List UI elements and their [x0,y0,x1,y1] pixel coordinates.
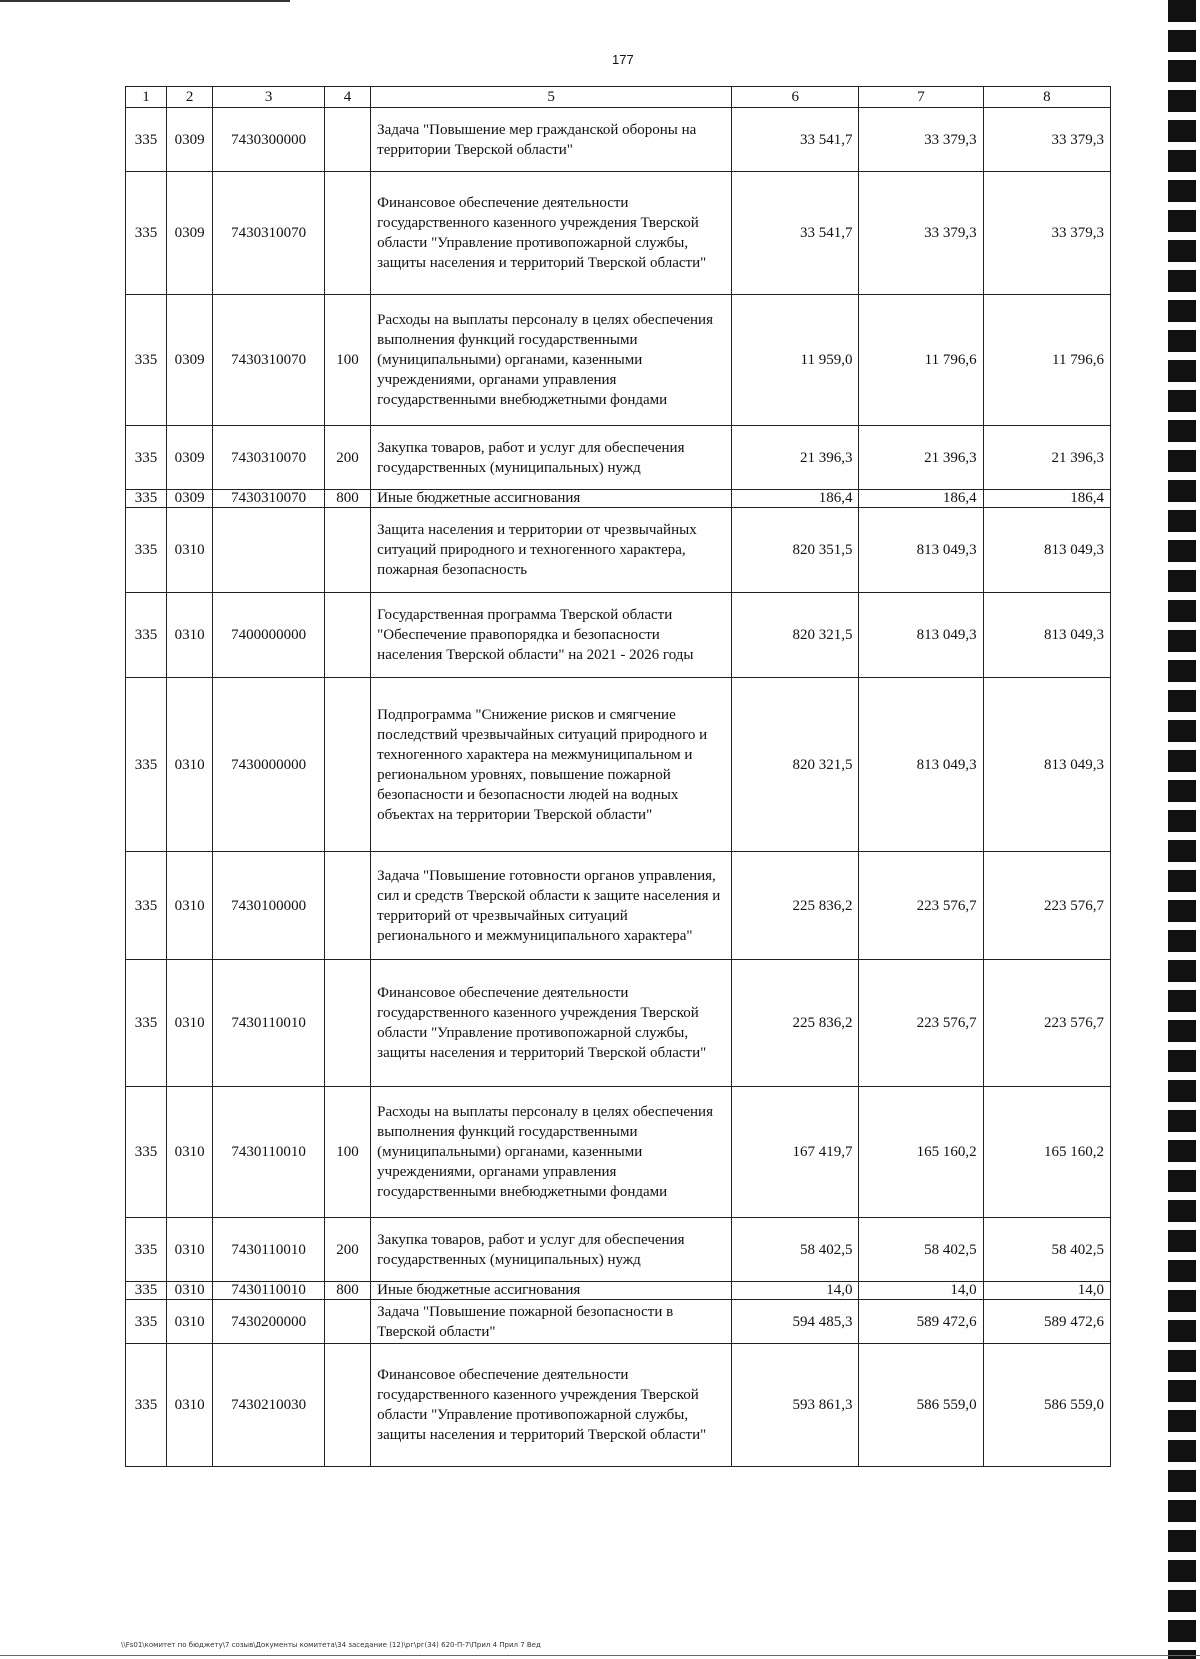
cell-expense-type [324,1344,370,1467]
cell-amount-year3: 586 559,0 [983,1344,1110,1467]
cell-amount-year1: 594 485,3 [732,1300,859,1344]
cell-description: Защита населения и территории от чрезвычайных ситуаций природного и техногенного характера, пожарная безопасность [371,508,732,593]
cell-section-code: 0310 [167,1282,213,1300]
cell-amount-year3: 14,0 [983,1282,1110,1300]
cell-description: Расходы на выплаты персоналу в целях обеспечения выполнения функций государственными (муниципальными) органами, казенными учреждениями, органами управления государственными внебюджетными фондами [371,295,732,426]
cell-section-code: 0310 [167,1300,213,1344]
table-row [126,1218,1111,1282]
cell-section-code: 0309 [167,108,213,172]
cell-expense-type: 200 [324,1218,370,1282]
cell-expense-type [324,960,370,1087]
cell-section-code: 0309 [167,426,213,490]
table-header-row [126,87,1111,108]
cell-amount-year2: 33 379,3 [859,172,983,295]
cell-target-code: 7430110010 [213,1087,325,1218]
cell-section-code: 0309 [167,490,213,508]
cell-section-code: 0310 [167,1218,213,1282]
cell-expense-type [324,852,370,960]
table-row [126,1282,1111,1300]
table-row [126,678,1111,852]
cell-description: Закупка товаров, работ и услуг для обеспечения государственных (муниципальных) нужд [371,426,732,490]
cell-admin-code: 335 [126,960,167,1087]
cell-admin-code: 335 [126,490,167,508]
cell-amount-year2: 586 559,0 [859,1344,983,1467]
cell-expense-type [324,1300,370,1344]
cell-description: Финансовое обеспечение деятельности государственного казенного учреждения Тверской области "Управление противопожарной службы, защиты населения и территорий Тверской области" [371,1344,732,1467]
cell-amount-year2: 813 049,3 [859,678,983,852]
cell-admin-code: 335 [126,678,167,852]
cell-target-code: 7430310070 [213,295,325,426]
cell-amount-year2: 589 472,6 [859,1300,983,1344]
cell-amount-year1: 820 321,5 [732,678,859,852]
cell-admin-code: 335 [126,295,167,426]
cell-amount-year2: 58 402,5 [859,1218,983,1282]
cell-section-code: 0310 [167,508,213,593]
cell-amount-year3: 186,4 [983,490,1110,508]
cell-admin-code: 335 [126,508,167,593]
header-cell: 8 [983,87,1110,108]
table-row [126,852,1111,960]
cell-expense-type [324,108,370,172]
document-file-path: \\Fs01\комитет по бюджету\7 созыв\Документы комитета\34 заседание (12)\рг\рг(34) 620-П-7\Прил 4 Прил 7 Вед [121,1641,541,1649]
cell-amount-year1: 167 419,7 [732,1087,859,1218]
cell-amount-year3: 33 379,3 [983,172,1110,295]
header-cell: 6 [732,87,859,108]
cell-admin-code: 335 [126,1218,167,1282]
cell-target-code: 7430300000 [213,108,325,172]
header-cell: 2 [167,87,213,108]
cell-target-code: 7430000000 [213,678,325,852]
cell-amount-year1: 33 541,7 [732,172,859,295]
cell-amount-year3: 223 576,7 [983,852,1110,960]
cell-amount-year2: 33 379,3 [859,108,983,172]
cell-amount-year1: 820 351,5 [732,508,859,593]
cell-section-code: 0310 [167,1344,213,1467]
table-row [126,108,1111,172]
header-cell: 3 [213,87,325,108]
cell-admin-code: 335 [126,426,167,490]
cell-amount-year1: 225 836,2 [732,960,859,1087]
cell-amount-year1: 186,4 [732,490,859,508]
cell-amount-year3: 11 796,6 [983,295,1110,426]
cell-expense-type: 100 [324,295,370,426]
budget-table [125,86,1111,1467]
cell-description: Финансовое обеспечение деятельности государственного казенного учреждения Тверской области "Управление противопожарной службы, защиты населения и территорий Тверской области" [371,172,732,295]
cell-section-code: 0310 [167,852,213,960]
cell-amount-year3: 813 049,3 [983,678,1110,852]
cell-admin-code: 335 [126,1344,167,1467]
table-row [126,172,1111,295]
table-row [126,1344,1111,1467]
cell-target-code: 7430110010 [213,1218,325,1282]
cell-amount-year3: 813 049,3 [983,508,1110,593]
cell-admin-code: 335 [126,1282,167,1300]
cell-admin-code: 335 [126,852,167,960]
cell-admin-code: 335 [126,108,167,172]
cell-target-code: 7400000000 [213,593,325,678]
cell-description: Задача "Повышение пожарной безопасности в Тверской области" [371,1300,732,1344]
cell-target-code: 7430110010 [213,960,325,1087]
header-cell: 7 [859,87,983,108]
table-row [126,508,1111,593]
scan-edge-strip [1168,0,1196,1659]
cell-target-code: 7430310070 [213,172,325,295]
cell-amount-year2: 11 796,6 [859,295,983,426]
header-cell: 4 [324,87,370,108]
cell-admin-code: 335 [126,1300,167,1344]
cell-amount-year3: 21 396,3 [983,426,1110,490]
cell-amount-year2: 165 160,2 [859,1087,983,1218]
cell-expense-type: 100 [324,1087,370,1218]
cell-description: Иные бюджетные ассигнования [371,490,732,508]
cell-target-code: 7430110010 [213,1282,325,1300]
header-cell: 1 [126,87,167,108]
cell-expense-type [324,678,370,852]
cell-amount-year1: 14,0 [732,1282,859,1300]
cell-amount-year1: 820 321,5 [732,593,859,678]
cell-amount-year3: 58 402,5 [983,1218,1110,1282]
cell-amount-year1: 33 541,7 [732,108,859,172]
table-row [126,295,1111,426]
cell-expense-type: 800 [324,1282,370,1300]
cell-description: Задача "Повышение готовности органов управления, сил и средств Тверской области к защите населения и территорий от чрезвычайных ситуаций регионального и межмуниципального характера" [371,852,732,960]
cell-section-code: 0309 [167,295,213,426]
scan-top-rule [0,0,290,2]
cell-expense-type [324,508,370,593]
cell-target-code: 7430100000 [213,852,325,960]
cell-amount-year1: 58 402,5 [732,1218,859,1282]
cell-description: Подпрограмма "Снижение рисков и смягчение последствий чрезвычайных ситуаций природного и техногенного характера на межмуниципальном и региональном уровнях, повышение пожарной безопасности и безопасности людей на водных объектах на территории Тверской области" [371,678,732,852]
cell-amount-year2: 21 396,3 [859,426,983,490]
cell-amount-year3: 223 576,7 [983,960,1110,1087]
cell-amount-year3: 33 379,3 [983,108,1110,172]
cell-amount-year1: 11 959,0 [732,295,859,426]
cell-description: Задача "Повышение мер гражданской обороны на территории Тверской области" [371,108,732,172]
table-row [126,1087,1111,1218]
cell-expense-type: 200 [324,426,370,490]
cell-expense-type [324,172,370,295]
cell-amount-year3: 813 049,3 [983,593,1110,678]
table-row [126,490,1111,508]
cell-section-code: 0309 [167,172,213,295]
cell-amount-year1: 593 861,3 [732,1344,859,1467]
cell-section-code: 0310 [167,593,213,678]
cell-description: Закупка товаров, работ и услуг для обеспечения государственных (муниципальных) нужд [371,1218,732,1282]
scan-bottom-rule [0,1655,1200,1656]
cell-target-code: 7430310070 [213,426,325,490]
table-row [126,960,1111,1087]
cell-section-code: 0310 [167,1087,213,1218]
cell-amount-year2: 813 049,3 [859,593,983,678]
cell-amount-year3: 165 160,2 [983,1087,1110,1218]
cell-expense-type: 800 [324,490,370,508]
cell-description: Иные бюджетные ассигнования [371,1282,732,1300]
table-row [126,426,1111,490]
page-number: 177 [612,52,634,67]
cell-expense-type [324,593,370,678]
cell-section-code: 0310 [167,960,213,1087]
cell-target-code: 7430310070 [213,490,325,508]
cell-description: Государственная программа Тверской области "Обеспечение правопорядка и безопасности населения Тверской области" на 2021 - 2026 годы [371,593,732,678]
cell-amount-year1: 21 396,3 [732,426,859,490]
cell-target-code: 7430200000 [213,1300,325,1344]
cell-amount-year3: 589 472,6 [983,1300,1110,1344]
cell-section-code: 0310 [167,678,213,852]
cell-amount-year2: 223 576,7 [859,852,983,960]
cell-description: Расходы на выплаты персоналу в целях обеспечения выполнения функций государственными (муниципальными) органами, казенными учреждениями, органами управления государственными внебюджетными фондами [371,1087,732,1218]
cell-admin-code: 335 [126,172,167,295]
cell-target-code [213,508,325,593]
cell-admin-code: 335 [126,593,167,678]
cell-amount-year2: 813 049,3 [859,508,983,593]
cell-amount-year2: 223 576,7 [859,960,983,1087]
cell-amount-year2: 186,4 [859,490,983,508]
cell-admin-code: 335 [126,1087,167,1218]
cell-target-code: 7430210030 [213,1344,325,1467]
header-cell: 5 [371,87,732,108]
cell-amount-year1: 225 836,2 [732,852,859,960]
cell-amount-year2: 14,0 [859,1282,983,1300]
cell-description: Финансовое обеспечение деятельности государственного казенного учреждения Тверской области "Управление противопожарной службы, защиты населения и территорий Тверской области" [371,960,732,1087]
table-row [126,1300,1111,1344]
table-row [126,593,1111,678]
